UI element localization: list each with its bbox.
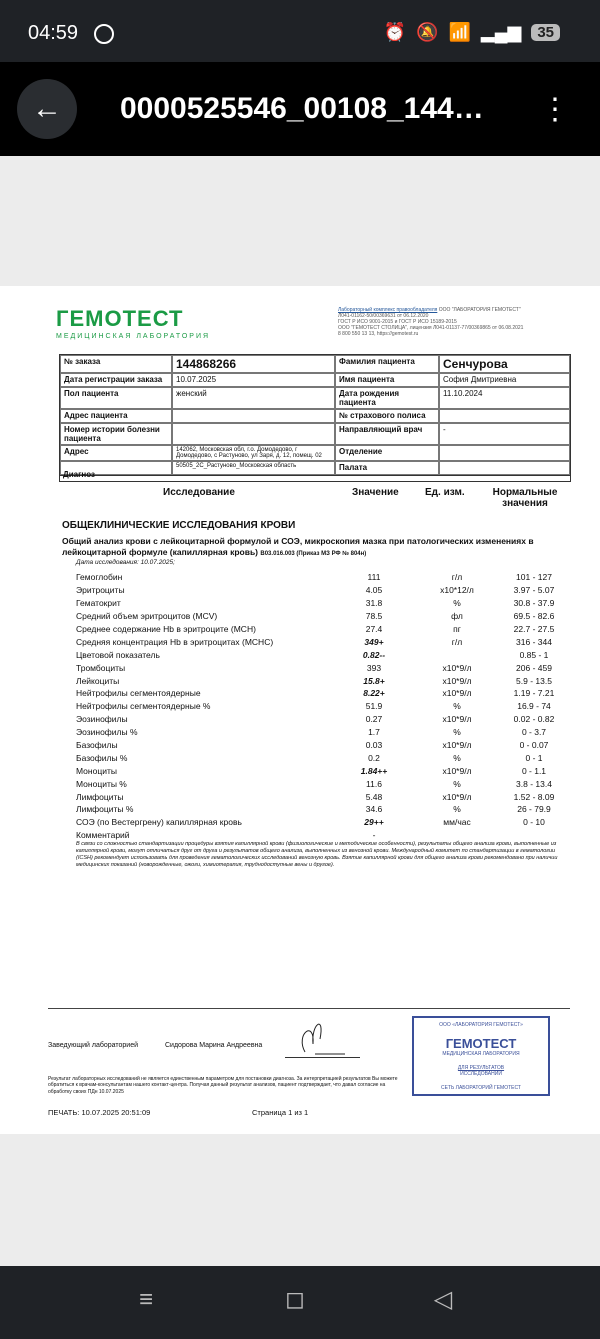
doctor-value: - [439,423,570,445]
result-unit: г/л [451,572,463,583]
order-number: 144868266 [172,355,335,373]
result-row [76,803,576,816]
result-name: Нейтрофилы сегментоядерные % [76,701,211,712]
result-row [76,687,576,700]
result-unit: % [453,804,461,815]
result-value: 78.5 [365,611,383,622]
result-value: 1.7 [368,727,380,738]
alarm-icon: ⏰ [383,22,407,42]
result-name: Эозинофилы % [76,727,138,738]
result-value: 0.03 [365,740,383,751]
patient-name: София Дмитриевна [439,373,570,387]
result-norm: 16.9 - 74 [517,701,551,712]
lab-line3: ГОСТ Р ИСО 9001-2015 и ГОСТ Р ИСО 15189-2015 [338,319,457,325]
stamp-top: ООО «ЛАБОРАТОРИЯ ГЕМОТЕСТ» [439,1022,523,1028]
result-norm: 5.9 - 13.5 [516,675,552,686]
result-name: Комментарий [76,830,130,841]
result-norm: 206 - 459 [516,662,552,673]
status-icons [384,22,560,43]
result-norm: 26 - 79.9 [517,804,551,815]
result-value: 0.82-- [362,649,386,660]
result-unit: % [453,598,461,609]
document-title: 0000525546_00108_144… [120,92,484,125]
regdate-label: Дата регистрации заказа [60,373,172,387]
result-name: Цветовой показатель [76,649,160,660]
result-norm: 0.85 - 1 [519,649,549,660]
result-name: Эозинофилы [76,714,128,725]
result-norm: 0 - 0.07 [519,740,549,751]
patient-info-table [59,354,571,476]
name-label: Имя пациента [335,373,439,387]
result-unit: мм/час [443,817,471,828]
stamp-purpose2: ИССЛЕДОВАНИЙ [460,1071,502,1077]
result-name: Нейтрофилы сегментоядерные [76,688,201,699]
result-row [76,751,576,764]
result-name: Гемоглобин [76,572,123,583]
whatsapp-icon [94,24,114,44]
dept-label: Отделение [335,445,439,461]
result-unit: % [453,727,461,738]
result-value: 29++ [364,817,384,828]
history-label: Номер истории болезни пациента [60,423,172,445]
head-label: Заведующий лабораторией [48,1042,138,1049]
address-label: Адрес пациента [60,409,172,423]
subtitle-text: Общий анализ крови с лейкоцитарной формулой и СОЭ, микроскопия мазка при патологических изменениях в лейкоцитарной формуле (капиллярная кровь) [62,536,534,557]
result-name: Моноциты [76,765,117,776]
result-norm: 1.19 - 7.21 [513,688,555,699]
center-value: 50505_2С_Растуново_Московская область [172,461,335,475]
result-norm: 0 - 10 [523,817,545,828]
result-norm: 69.5 - 82.6 [513,611,555,622]
document-page [0,286,600,1134]
result-name: Средний объем эритроцитов (MCV) [76,611,218,622]
patient-sex: женский [172,387,335,409]
result-unit: % [453,752,461,763]
result-norm: 3.8 - 13.4 [516,778,552,789]
order-label: № заказа [60,355,172,373]
result-unit: x10*9/л [442,675,472,686]
patient-surname: Сенчурова [439,355,570,373]
lab-line1[interactable]: Лабораторный комплекс правообладателя [338,307,438,313]
result-name: Моноциты % [76,778,127,789]
result-row [76,661,576,674]
result-unit: x10*9/л [442,765,472,776]
result-norm: 0.02 - 0.82 [513,714,555,725]
results-table [76,571,576,842]
page-number: Страница 1 из 1 [252,1108,309,1117]
addr-label: Адрес [60,445,172,461]
result-row [76,623,576,636]
result-row [76,829,576,842]
result-row [76,700,576,713]
sex-label: Пол пациента [60,387,172,409]
result-row [76,739,576,752]
result-norm: 0 - 3.7 [521,727,547,738]
home-button[interactable]: ◻ [285,1286,305,1313]
result-row [76,713,576,726]
col-unit: Ед. изм. [425,487,465,498]
result-name: Эритроциты [76,585,125,596]
ward-label: Палата [335,461,439,475]
result-row [76,648,576,661]
result-norm: 22.7 - 27.5 [513,624,555,634]
lab-info [338,307,568,337]
dob-label: Дата рождения пациента [335,387,439,409]
result-norm: 1.52 - 8.09 [513,791,555,802]
result-unit [422,648,492,661]
lab-stamp [412,1016,550,1096]
result-unit: x10*9/л [442,688,472,699]
result-unit: x10*9/л [442,714,472,725]
result-row [76,777,576,790]
back-button[interactable]: ← [17,79,77,139]
status-time: 04:59 [28,22,79,44]
result-row [76,764,576,777]
app-bar [0,62,600,156]
policy-label: № страхового полиса [335,409,439,423]
result-name: Среднее содержание Hb в эритроците (MCH) [76,624,256,634]
more-menu-button[interactable]: ⋮ [540,93,570,126]
system-nav-bar [0,1266,600,1339]
head-name: Сидорова Марина Андреевна [165,1042,263,1049]
signal-icon: ▂▄▆ [480,22,522,42]
back-nav-button[interactable]: ◁ [433,1286,453,1313]
mute-icon: 🔕 [416,22,439,42]
result-norm: 0 - 1 [525,752,543,763]
surname-label: Фамилия пациента [335,355,439,373]
col-norm: Нормальные значения [492,487,558,509]
result-value: 51.9 [365,701,383,712]
doctor-label: Направляющий врач [335,423,439,445]
result-norm: 0 - 1.1 [521,765,547,776]
result-row [76,597,576,610]
gemotest-logo [56,306,210,340]
result-name: Базофилы % [76,752,128,763]
result-name: Базофилы [76,740,118,751]
result-row [76,584,576,597]
result-value: 1.84++ [360,765,388,776]
result-name: Средняя концентрация Hb в эритроцитах (MCHC) [76,636,274,647]
print-timestamp: ПЕЧАТЬ: 10.07.2025 20:51:09 [48,1108,151,1117]
result-value: 5.48 [365,791,383,802]
result-value: 8.22+ [363,688,385,699]
result-unit: x10*12/л [440,585,474,596]
result-norm: 101 - 127 [516,572,552,583]
result-value: 0.27 [365,714,383,725]
result-value: 393 [366,662,382,673]
result-value: 349+ [364,636,384,647]
section-title: ОБЩЕКЛИНИЧЕСКИЕ ИССЛЕДОВАНИЯ КРОВИ [62,520,296,531]
stamp-brand: ГЕМОТЕСТ [445,1036,517,1051]
test-subtitle [62,536,570,560]
result-value: 111 [367,572,381,583]
result-unit: % [453,778,461,789]
result-unit [422,829,492,842]
patient-dob: 11.10.2024 [439,387,570,409]
lab-line5: 8 800 550 13 13, https://gemotest.ru [338,331,419,337]
document-viewer[interactable] [0,156,600,1266]
capillary-note: В связи со сложностью стандартизации процедуры взятия капиллярной крови (физиологические и методические особенности), результаты общего анализа крови, выполненные из капиллярной крови, могут отличаться друг от друга и результатов общего анализа, выполненных из венозной крови. Международный комитет по стандартизации в гематологии (ICSH) рекомендует использовать для проведения гематологических исследований венозную кровь. Взятие капиллярной крови для общего анализа крови рекомендовано при наличии медицинских показаний (новорожденные, ожоги, химиотерапия, труднодоступные вены и другое). [76,841,558,868]
result-value: - [372,830,376,841]
lab-line4: ООО "ГЕМОТЕСТ СТОЛИЦА", лицензия Л041-01137-77/00369865 от 06.08.2021 [338,325,524,331]
reg-date: 10.07.2025 [172,373,335,387]
battery-icon: 35 [531,24,560,41]
result-name: Гематокрит [76,598,121,609]
result-row [76,571,576,584]
result-norm: 3.97 - 5.07 [513,585,555,596]
signature [285,1014,360,1058]
signature-divider [48,1008,570,1009]
logo-sub: МЕДИЦИНСКАЯ ЛАБОРАТОРИЯ [56,333,211,340]
result-row [76,726,576,739]
result-unit: фл [451,611,463,622]
lab-line1b: ООО "ЛАБОРАТОРИЯ ГЕМОТЕСТ" [438,307,521,313]
result-row [76,610,576,623]
status-bar [0,0,600,62]
result-row [76,635,576,648]
result-value: 4.05 [365,585,383,596]
result-norm [492,829,576,842]
result-value: 11.6 [366,778,382,789]
result-unit: пг [453,624,461,634]
recent-apps-button[interactable]: ≡ [138,1286,153,1313]
result-value: 27.4 [365,624,383,634]
result-unit: г/л [451,636,463,647]
wifi-icon: 📶 [448,22,471,42]
result-unit: x10*9/л [442,662,472,673]
logo-brand: ГЕМОТЕСТ [56,306,184,331]
disclaimer: Результат лабораторных исследований не является единственным параметром для постановки диагноза. За интерпретацией результатов Вы можете обратиться к врачам-консультантам нашего контакт-центра. Получая данный результат анализов, пациент подтверждает, что давал согласие на обработку своих ПДн 10.07.2025 [48,1076,398,1095]
result-row [76,816,576,829]
result-name: Лимфоциты % [76,804,134,815]
result-unit: % [453,701,461,712]
addr-value: 142062, Московская обл, г.о. Домодедово, г Домодедово, с Растуново, ул Заря, д. 12, помещ. 02 [172,445,335,461]
subtitle-code: В03.016.003 (Приказ МЗ РФ № 804н) [260,551,367,557]
lab-line2: Л041-01162-50/00369631 от 06.12.2020 [338,313,429,319]
col-test: Исследование [163,487,235,498]
result-value: 0.2 [368,752,380,763]
test-date: Дата исследования: 10.07.2025; [76,559,175,566]
result-norm: 316 - 344 [516,636,552,647]
result-value: 31.8 [365,598,383,609]
result-name: Лейкоциты [76,675,120,686]
stamp-purpose: ДЛЯ РЕЗУЛЬТАТОВ [457,1065,505,1071]
result-row [76,790,576,803]
diagnosis-row: Диагноз [59,470,571,482]
result-value: 15.8+ [363,675,385,686]
result-unit: x10*9/л [442,791,472,802]
result-name: Лимфоциты [76,791,124,802]
result-name: Тромбоциты [76,662,126,673]
stamp-bottom: СЕТЬ ЛАБОРАТОРИЙ ГЕМОТЕСТ [441,1085,521,1091]
result-row [76,674,576,687]
result-unit: x10*9/л [442,740,472,751]
col-value: Значение [352,487,399,498]
result-name: СОЭ (по Вестергрену) капиллярная кровь [76,817,242,828]
stamp-sub: МЕДИЦИНСКАЯ ЛАБОРАТОРИЯ [442,1051,520,1057]
result-norm: 30.8 - 37.9 [513,598,555,609]
result-value: 34.6 [365,804,383,815]
